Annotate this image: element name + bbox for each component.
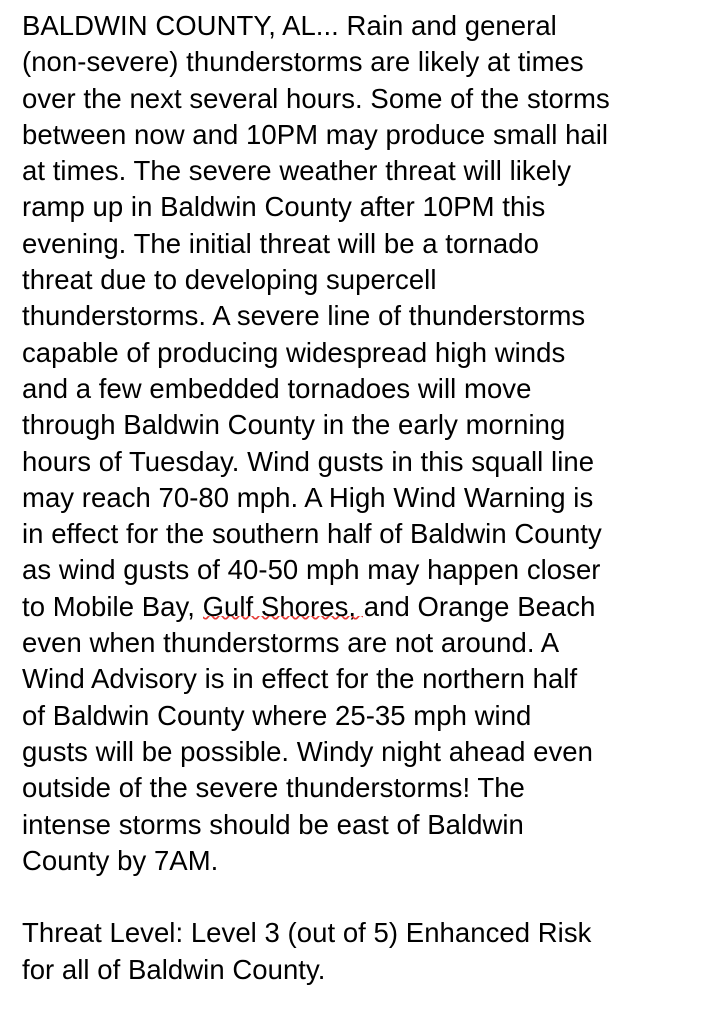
text-line: ramp up in Baldwin County after 10PM this xyxy=(22,191,546,223)
text-line: through Baldwin County in the early morning xyxy=(22,409,566,441)
text-line-with-spellcheck xyxy=(22,589,690,625)
text-line: outside of the severe thunderstorms! The xyxy=(22,772,525,804)
text-line: hours of Tuesday. Wind gusts in this squall line xyxy=(22,445,595,477)
text-line: evening. The initial threat will be a tornado xyxy=(22,227,539,259)
text-line: threat due to developing supercell xyxy=(22,264,437,296)
text-line: over the next several hours. Some of the storms xyxy=(22,82,610,114)
text-line: for all of Baldwin County. xyxy=(22,953,326,985)
text-line: (non-severe) thunderstorms are likely at times xyxy=(22,46,584,78)
text-line: BALDWIN COUNTY, AL... Rain and general xyxy=(22,10,557,41)
text-line: Threat Level: Level 3 (out of 5) Enhanced Risk xyxy=(22,917,592,949)
text-line: even when thunderstorms are not around. A xyxy=(22,627,560,659)
text-line: intense storms should be east of Baldwin xyxy=(22,808,524,840)
text-line: may reach 70-80 mph. A High Wind Warning is xyxy=(22,481,594,513)
text-segment: and Orange Beach xyxy=(356,590,596,622)
text-line: between now and 10PM may produce small hail xyxy=(22,118,609,150)
text-segment: to Mobile Bay, xyxy=(22,590,203,622)
text-line: of Baldwin County where 25-35 mph wind xyxy=(22,699,532,731)
text-line: gusts will be possible. Windy night ahead even xyxy=(22,735,593,767)
text-line: and a few embedded tornadoes will move xyxy=(22,372,532,404)
text-line: at times. The severe weather threat will likely xyxy=(22,155,572,187)
forecast-paragraph xyxy=(22,8,690,879)
text-line: capable of producing widespread high winds xyxy=(22,336,566,368)
note-text-editor[interactable] xyxy=(22,8,690,988)
spellcheck-underline-icon xyxy=(203,616,363,621)
text-line: thunderstorms. A severe line of thunderstorms xyxy=(22,300,586,332)
threat-level-paragraph xyxy=(22,915,690,988)
text-line: Wind Advisory is in effect for the northern half xyxy=(22,663,578,695)
text-line: in effect for the southern half of Baldwin County xyxy=(22,518,602,550)
misspelled-word-text: Gulf Shores, xyxy=(202,590,357,622)
text-line: County by 7AM. xyxy=(22,844,219,876)
text-line: as wind gusts of 40-50 mph may happen closer xyxy=(22,554,601,586)
misspelled-word[interactable] xyxy=(203,589,356,625)
blank-line xyxy=(22,879,690,915)
